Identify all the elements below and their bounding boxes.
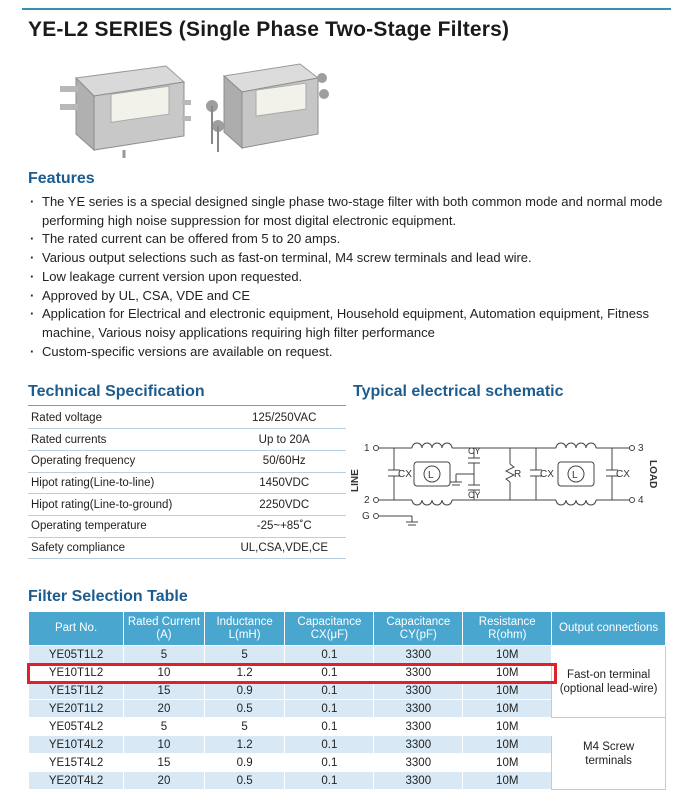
cell-current: 15 <box>124 754 205 772</box>
cell-current: 5 <box>124 646 205 664</box>
cell-cy: 3300 <box>374 718 463 736</box>
cell-resistance: 10M <box>463 646 552 664</box>
spec-value: 50/60Hz <box>222 450 346 472</box>
features-heading: Features <box>28 170 95 187</box>
spec-value: 1450VDC <box>222 472 346 494</box>
cell-cx: 0.1 <box>285 772 374 790</box>
spec-label: Operating frequency <box>28 450 222 472</box>
spec-label: Rated currents <box>28 429 222 451</box>
spec-value: -25~+85˚C <box>222 515 346 537</box>
product-photo-screw-terminal <box>200 48 330 158</box>
cell-cy: 3300 <box>374 682 463 700</box>
cell-cy: 3300 <box>374 772 463 790</box>
terminal-1-label: 1 <box>364 443 370 454</box>
feature-list <box>30 193 670 361</box>
cell-part-no: YE15T4L2 <box>29 754 124 772</box>
col-header-capacitance-cy: Capacitance CY(pF) <box>374 612 463 646</box>
cell-part-no: YE05T4L2 <box>29 718 124 736</box>
feature-item: · Application for Electrical and electronic equipment, Household equipment, Automation equipment, Fitness machine, Various noisy applications requiring high filter performance <box>30 305 670 342</box>
cx-label: CX <box>398 469 412 480</box>
cell-resistance: 10M <box>463 700 552 718</box>
filter-selection-table <box>28 611 666 790</box>
schematic-heading: Typical electrical schematic <box>353 383 564 400</box>
ground-label: G <box>362 511 370 522</box>
cell-inductance: 1.2 <box>204 664 285 682</box>
col-header-output-connections: Output connections <box>552 612 666 646</box>
spec-label: Operating temperature <box>28 515 222 537</box>
feature-item: · The rated current can be offered from 5 to 20 amps. <box>30 230 670 249</box>
cell-part-no: YE15T1L2 <box>29 682 124 700</box>
cell-cy: 3300 <box>374 664 463 682</box>
col-header-rated-current: Rated Current (A) <box>124 612 205 646</box>
cell-current: 10 <box>124 736 205 754</box>
line-label: LINE <box>350 469 361 492</box>
feature-item: · Custom-specific versions are available on request. <box>30 343 670 362</box>
cell-cx: 0.1 <box>285 718 374 736</box>
cell-part-no: YE10T4L2 <box>29 736 124 754</box>
col-header-capacitance-cx: Capacitance CX(μF) <box>285 612 374 646</box>
cell-current: 20 <box>124 700 205 718</box>
spec-row <box>28 472 346 494</box>
cell-inductance: 1.2 <box>204 736 285 754</box>
cell-current: 15 <box>124 682 205 700</box>
spec-label: Hipot rating(Line-to-line) <box>28 472 222 494</box>
spec-row <box>28 450 346 472</box>
cell-current: 10 <box>124 664 205 682</box>
cell-inductance: 0.9 <box>204 754 285 772</box>
cell-current: 20 <box>124 772 205 790</box>
selected-row-highlight <box>27 663 557 684</box>
cell-cx: 0.1 <box>285 700 374 718</box>
spec-label: Rated voltage <box>28 407 222 429</box>
spec-value: UL,CSA,VDE,CE <box>222 537 346 559</box>
terminal-2-label: 2 <box>364 495 370 506</box>
feature-item: · Various output selections such as fast-on terminal, M4 screw terminals and lead wire. <box>30 249 670 268</box>
cell-cx: 0.1 <box>285 682 374 700</box>
terminal-3-label: 3 <box>638 443 644 454</box>
inductor-label: L <box>428 470 434 481</box>
inductor-label: L <box>572 470 578 481</box>
cell-cx: 0.1 <box>285 646 374 664</box>
cell-resistance: 10M <box>463 664 552 682</box>
cell-inductance: 5 <box>204 646 285 664</box>
feature-item: · The YE series is a special designed single phase two-stage filter with both common mode and normal mode performing high noise suppression for most digital electronic equipment. <box>30 193 670 230</box>
col-header-inductance: Inductance L(mH) <box>204 612 285 646</box>
product-photo-fast-on <box>56 48 191 158</box>
col-header-resistance: Resistance R(ohm) <box>463 612 552 646</box>
table-row <box>29 718 666 736</box>
cell-inductance: 0.9 <box>204 682 285 700</box>
spec-label: Hipot rating(Line-to-ground) <box>28 494 222 516</box>
feature-item: · Low leakage current version upon requested. <box>30 268 670 287</box>
page-title: YE-L2 SERIES (Single Phase Two-Stage Filters) <box>28 18 510 41</box>
cell-resistance: 10M <box>463 772 552 790</box>
cell-resistance: 10M <box>463 736 552 754</box>
cell-resistance: 10M <box>463 718 552 736</box>
cell-part-no: YE05T1L2 <box>29 646 124 664</box>
cell-output-fast-on: Fast-on terminal (optional lead-wire) <box>552 646 666 718</box>
cell-cx: 0.1 <box>285 664 374 682</box>
feature-item: · Approved by UL, CSA, VDE and CE <box>30 287 670 306</box>
spec-row <box>28 537 346 559</box>
cell-part-no: YE10T1L2 <box>29 664 124 682</box>
spec-row <box>28 407 346 429</box>
filter-table-heading: Filter Selection Table <box>28 588 188 605</box>
cell-cy: 3300 <box>374 700 463 718</box>
cy-label: CY <box>468 446 481 456</box>
table-row <box>29 646 666 664</box>
cell-cx: 0.1 <box>285 736 374 754</box>
cell-resistance: 10M <box>463 754 552 772</box>
spec-row <box>28 515 346 537</box>
cell-inductance: 0.5 <box>204 772 285 790</box>
spec-rule <box>28 405 346 406</box>
spec-label: Safety compliance <box>28 537 222 559</box>
cell-inductance: 0.5 <box>204 700 285 718</box>
col-header-part-no: Part No. <box>29 612 124 646</box>
cell-resistance: 10M <box>463 682 552 700</box>
cy-label: CY <box>468 490 481 500</box>
spec-value: 2250VDC <box>222 494 346 516</box>
resistor-label: R <box>514 469 522 480</box>
spec-table <box>28 407 346 559</box>
cell-cx: 0.1 <box>285 754 374 772</box>
table-header-row <box>29 612 666 646</box>
spec-row <box>28 429 346 451</box>
load-label: LOAD <box>647 460 658 489</box>
cell-part-no: YE20T4L2 <box>29 772 124 790</box>
spec-row <box>28 494 346 516</box>
cell-inductance: 5 <box>204 718 285 736</box>
top-rule <box>22 8 671 10</box>
cell-current: 5 <box>124 718 205 736</box>
electrical-schematic <box>344 432 674 532</box>
cell-part-no: YE20T1L2 <box>29 700 124 718</box>
cell-cy: 3300 <box>374 646 463 664</box>
cx-label: CX <box>616 469 630 480</box>
cx-label: CX <box>540 469 554 480</box>
cell-cy: 3300 <box>374 736 463 754</box>
spec-value: 125/250VAC <box>222 407 346 429</box>
cell-output-m4-screw: M4 Screw terminals <box>552 718 666 790</box>
spec-value: Up to 20A <box>222 429 346 451</box>
terminal-4-label: 4 <box>638 495 644 506</box>
spec-heading: Technical Specification <box>28 383 205 400</box>
cell-cy: 3300 <box>374 754 463 772</box>
